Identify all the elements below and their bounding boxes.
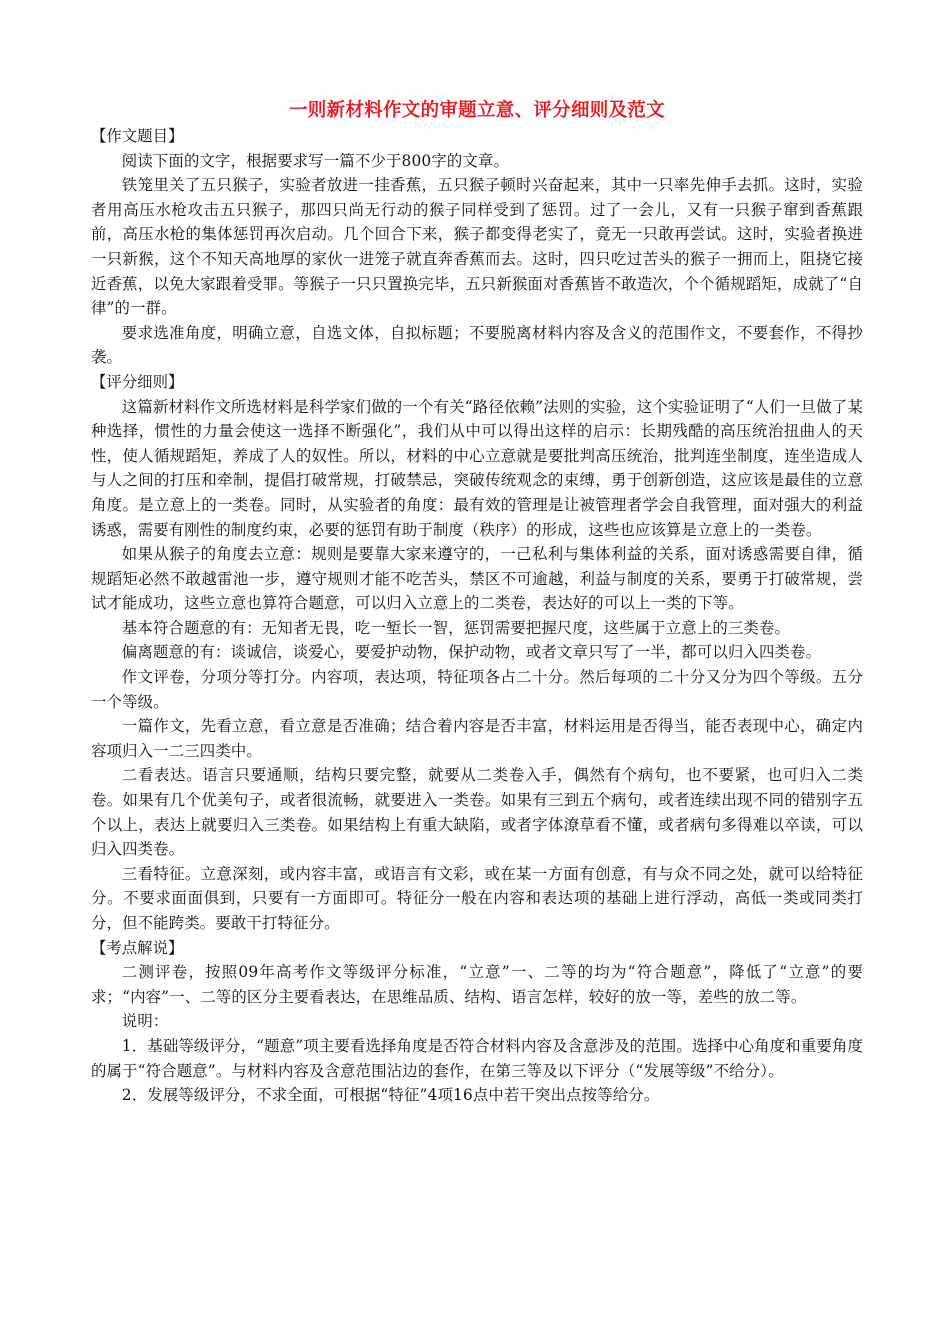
paragraph: 二测评卷，按照09年高考作文等级评分标准，“立意”一、二等的均为“符合题意”，降低了“立意”的要求；“内容”一、二等的区分主要看表达，在思维品质、结构、语言怎样，较好的放一等，差些的放二等。 bbox=[91, 963, 863, 1006]
section-heading: 【作文题目】 bbox=[91, 127, 184, 145]
section-key-points bbox=[91, 936, 863, 1108]
paragraph: 铁笼里关了五只猴子，实验者放进一挂香蕉，五只猴子顿时兴奋起来，其中一只率先伸手去抓。这时，实验者用高压水枪攻击五只猴子，那四只尚无行动的猴子同样受到了惩罚。过了一会儿，又有一只猴子窜到香蕉跟前，高压水枪的集体惩罚再次启动。几个回合下来，猴子都变得老实了，竟无一只敢再尝试。这时，实验者换进一只新猴，这个不知天高地厚的家伙一进笼子就直奔香蕉而去。这时，四只吃过苦头的猴子一拥而上，阻挠它接近香蕉，以免大家跟着受罪。等猴子一只只置换完毕，五只新猴面对香蕉皆不敢造次，个个循规蹈矩，成就了“自律”的一群。 bbox=[91, 176, 863, 318]
paragraph: 这篇新材料作文所选材料是科学家们做的一个有关“路径依赖”法则的实验，这个实验证明了“人们一旦做了某种选择，惯性的力量会使这一选择不断强化”，我们从中可以得出这样的启示：长期残酷的高压统治扭曲人的天性，使人循规蹈矩，养成了人的奴性。所以，材料的中心立意就是要批判高压统治，批判连坐制度，连坐造成人与人之间的打压和牵制，提倡打破常规，打破禁忌，突破传统观念的束缚，勇于创新创造，这应该是最佳的立意角度。是立意上的一类卷。同时，从实验者的角度：最有效的管理是让被管理者学会自我管理，面对强大的利益诱惑，需要有刚性的制度约束，必要的惩罚有助于制度（秩序）的形成，这些也应该算是立意上的一类卷。 bbox=[91, 397, 863, 539]
paragraph: 偏离题意的有：谈诚信，谈爱心，要爱护动物，保护动物，或者文章只写了一半，都可以归入四类卷。 bbox=[121, 643, 822, 662]
paragraph: 阅读下面的文字，根据要求写一篇不少于800字的文章。 bbox=[121, 151, 510, 170]
paragraph: 二看表达。语言只要通顺，结构只要完整，就要从二类卷入手，偶然有个病句，也不要紧，也可归入二类卷。如果有几个优美句子，或者很流畅，就要进入一类卷。如果有三到五个病句，或者连续出现不同的错别字五个以上，表达上就要归入三类卷。如果结构上有重大缺陷，或者字体潦草看不懂，或者病句多得难以卒读，可以归入四类卷。 bbox=[91, 766, 863, 859]
paragraph: 要求选准角度，明确立意，自选文体，自拟标题；不要脱离材料内容及含义的范围作文，不要套作，不得抄袭。 bbox=[91, 323, 863, 367]
section-essay-prompt bbox=[91, 124, 863, 370]
paragraph: 基本符合题意的有：无知者无畏，吃一堑长一智，惩罚需要把握尺度，这些属于立意上的三类卷。 bbox=[121, 618, 791, 637]
paragraph: 说明： bbox=[121, 1012, 169, 1031]
section-heading: 【评分细则】 bbox=[91, 372, 184, 391]
document-title: 一则新材料作文的审题立意、评分细则及范文 bbox=[288, 100, 665, 121]
section-scoring-rules bbox=[91, 370, 863, 936]
paragraph: 一篇作文，先看立意，看立意是否准确；结合着内容是否丰富，材料运用是否得当，能否表现中心，确定内容项归入一二三四类中。 bbox=[91, 717, 863, 760]
paragraph: 1．基础等级评分，“题意”项主要看选择角度是否符合材料内容及含意涉及的范围。选择中心角度和重要角度的属于“符合题意”。与材料内容及含意范围沾边的套作，在第三等及以下评分（“发展等级”不给分）。 bbox=[91, 1036, 863, 1080]
paragraph: 如果从猴子的角度去立意：规则是要靠大家来遵守的，一己私利与集体利益的关系，面对诱惑需要自律，循规蹈矩必然不敢越雷池一步，遵守规则才能不吃苦头，禁区不可逾越，利益与制度的关系，要勇于打破常规，尝试才能成功，这些立意也算符合题意，可以归入立意上的二类卷，表达好的可以上一类的下等。 bbox=[91, 545, 863, 613]
section-heading: 【考点解说】 bbox=[91, 938, 184, 957]
paragraph: 三看特征。立意深刻，或内容丰富，或语言有文彩，或在某一方面有创意，有与众不同之处，就可以给特征分。不要求面面俱到，只要有一方面即可。特征分一般在内容和表达项的基础上进行浮动，高低一类或同类打分，但不能跨类。要敢干打特征分。 bbox=[91, 864, 863, 932]
paragraph: 作文评卷，分项分等打分。内容项，表达项，特征项各占二十分。然后每项的二十分又分为四个等级。五分一个等级。 bbox=[91, 668, 863, 711]
document-page bbox=[91, 98, 863, 1108]
paragraph: 2．发展等级评分，不求全面，可根据“特征”4项16点中若干突出点按等给分。 bbox=[121, 1086, 660, 1105]
